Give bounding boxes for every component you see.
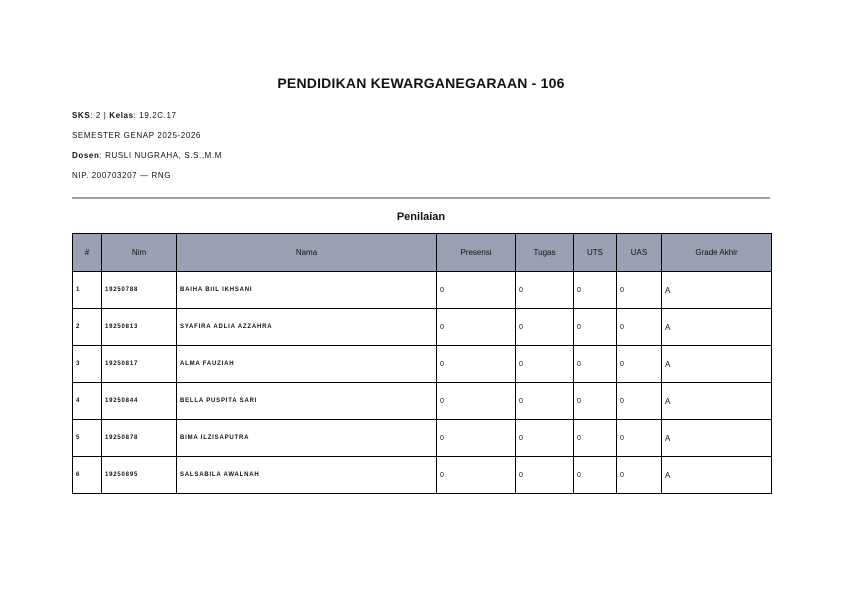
page-title: PENDIDIKAN KEWARGANEGARAAN - 106	[277, 75, 565, 91]
presensi-cell: 0	[437, 346, 516, 383]
header-cell-number: #	[73, 234, 102, 272]
nama-cell: BAIHA BIIL IKHSANI	[177, 272, 437, 309]
uas-cell: 0	[617, 346, 662, 383]
presensi-cell: 0	[437, 309, 516, 346]
uas-cell: 0	[617, 309, 662, 346]
row-number: 4	[73, 383, 102, 420]
header-cell-nama: Nama	[177, 234, 437, 272]
grade-cell: A	[662, 457, 772, 494]
uas-cell: 0	[617, 272, 662, 309]
kelas-label: Kelas	[109, 111, 134, 120]
nim-cell: 19250878	[102, 420, 177, 457]
uts-cell: 0	[574, 309, 617, 346]
dosen-label: Dosen	[72, 151, 100, 160]
row-number: 1	[73, 272, 102, 309]
tugas-cell: 0	[516, 457, 574, 494]
header-cell-nim: Nim	[102, 234, 177, 272]
table-row	[73, 383, 772, 420]
tugas-cell: 0	[516, 346, 574, 383]
row-number: 6	[73, 457, 102, 494]
presensi-cell: 0	[437, 383, 516, 420]
header-cell-uts: UTS	[574, 234, 617, 272]
grade-cell: A	[662, 309, 772, 346]
nama-cell: BIMA ILZISAPUTRA	[177, 420, 437, 457]
row-number: 3	[73, 346, 102, 383]
uas-cell: 0	[617, 383, 662, 420]
nama-cell: SYAFIRA ADLIA AZZAHRA	[177, 309, 437, 346]
row-number: 2	[73, 309, 102, 346]
tugas-cell: 0	[516, 420, 574, 457]
kelas-value: : 19.2C.17	[133, 111, 177, 120]
section-title: Penilaian	[396, 211, 446, 223]
presensi-cell: 0	[437, 420, 516, 457]
grades-table	[72, 233, 772, 494]
table-row	[73, 309, 772, 346]
dosen-value: : RUSLI NUGRAHA, S.S.,M.M	[99, 151, 223, 160]
header-cell-grade-akhir: Grade Akhir	[662, 234, 772, 272]
nim-cell: 19250817	[102, 346, 177, 383]
table-row	[73, 420, 772, 457]
uts-cell: 0	[574, 346, 617, 383]
nama-cell: SALSABILA AWALNAH	[177, 457, 437, 494]
presensi-cell: 0	[437, 457, 516, 494]
uas-cell: 0	[617, 420, 662, 457]
nim-cell: 19250895	[102, 457, 177, 494]
nama-cell: BELLA PUSPITA SARI	[177, 383, 437, 420]
header-cell-uas: UAS	[617, 234, 662, 272]
row-number: 5	[73, 420, 102, 457]
dosen-line	[72, 151, 222, 160]
table-header-row	[73, 234, 772, 272]
table-row	[73, 346, 772, 383]
tugas-cell: 0	[516, 309, 574, 346]
nim-cell: 19250844	[102, 383, 177, 420]
sks-label: SKS	[72, 111, 91, 120]
grade-cell: A	[662, 346, 772, 383]
header-cell-presensi: Presensi	[437, 234, 516, 272]
table-row	[73, 457, 772, 494]
header-cell-tugas: Tugas	[516, 234, 574, 272]
uas-cell: 0	[617, 457, 662, 494]
semester-line: SEMESTER GENAP 2025-2026	[72, 131, 201, 140]
nim-cell: 19250813	[102, 309, 177, 346]
uts-cell: 0	[574, 420, 617, 457]
tugas-cell: 0	[516, 383, 574, 420]
divider	[72, 197, 770, 199]
uts-cell: 0	[574, 383, 617, 420]
table-row	[73, 272, 772, 309]
uts-cell: 0	[574, 457, 617, 494]
presensi-cell: 0	[437, 272, 516, 309]
grade-cell: A	[662, 383, 772, 420]
nip-line: NIP. 200703207 — RNG	[72, 171, 172, 180]
sks-value: : 2 |	[90, 111, 110, 120]
sks-kelas-line	[72, 111, 177, 120]
uts-cell: 0	[574, 272, 617, 309]
nama-cell: ALMA FAUZIAH	[177, 346, 437, 383]
tugas-cell: 0	[516, 272, 574, 309]
grade-cell: A	[662, 420, 772, 457]
nim-cell: 19250788	[102, 272, 177, 309]
grade-cell: A	[662, 272, 772, 309]
